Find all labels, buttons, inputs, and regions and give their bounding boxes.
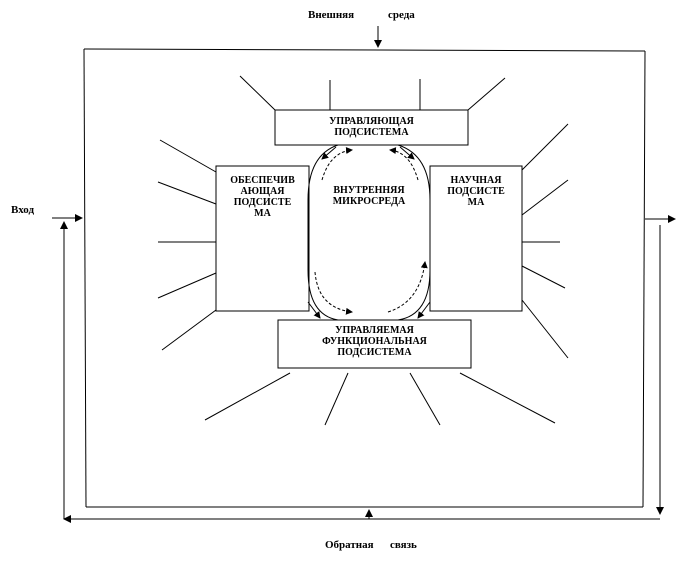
supporting-subsystem-label: ОБЕСПЕЧИВ АЮЩАЯ ПОДСИСТЕ МА [230,175,295,219]
internal-arrows [308,147,430,318]
dashed-interaction-arrows [315,150,425,312]
input-label: Вход [11,204,35,216]
internal-microenvironment-label: ВНУТРЕННЯЯ МИКРОСРЕДА [332,185,406,207]
external-environment-label-word2: среда [388,9,415,21]
scientific-subsystem-label: НАУЧНАЯ ПОДСИСТЕ МА [447,175,505,208]
feedback-loop [64,222,660,519]
managing-subsystem-label: УПРАВЛЯЮЩАЯ ПОДСИСТЕМА [329,116,414,138]
managed-subsystem-label: УПРАВЛЯЕМАЯ ФУНКЦИОНАЛЬНАЯ ПОДСИСТЕМА [322,325,427,358]
feedback-label-word2: связь [390,539,417,551]
feedback-label-word1: Обратная [325,539,374,551]
internal-microenvironment-oval [308,145,430,320]
external-environment-label-word1: Внешняя [308,9,355,21]
